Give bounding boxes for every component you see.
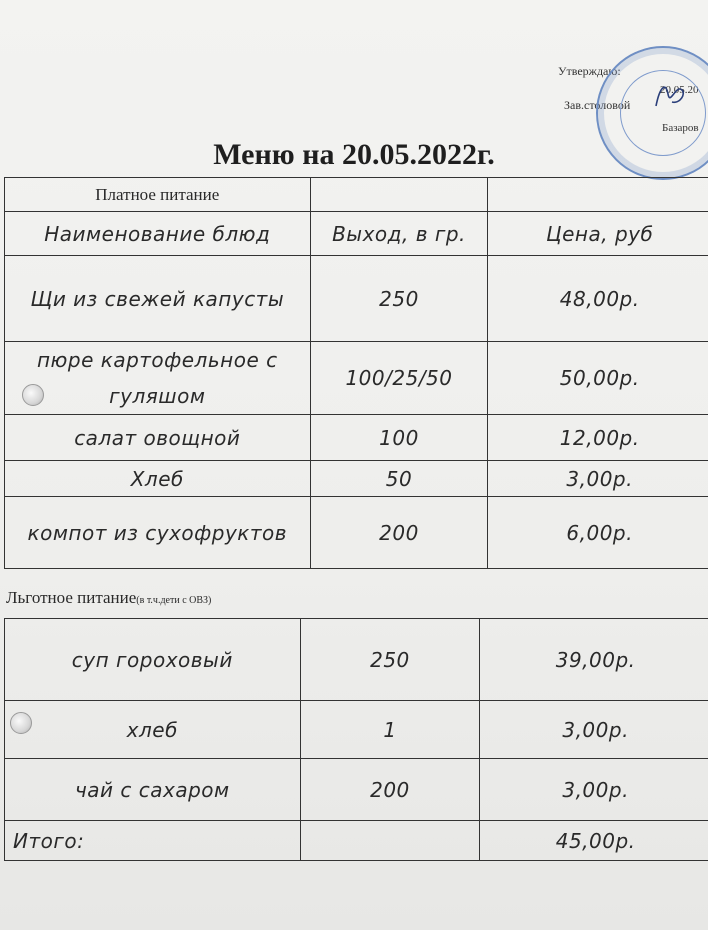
section-title: Платное питание [5,178,311,212]
preferential-menu-table [4,618,708,861]
dish-yield: 100/25/50 [310,342,488,415]
dish-price: 6,00р. [488,497,708,569]
dish-name: Хлеб [5,461,311,497]
punch-hole [22,384,44,406]
dish-name: пюре картофельное с гуляшом [5,342,311,415]
dish-yield: 200 [310,497,488,569]
dish-yield: 200 [300,759,480,821]
dish-price: 48,00р. [488,256,708,342]
table-row [5,619,708,701]
preferential-note: (в т.ч.дети с ОВЗ) [136,595,212,606]
dish-yield: 1 [300,701,480,759]
empty-cell [488,178,708,212]
empty-cell [300,821,480,861]
dish-price: 3,00р. [480,759,708,821]
dish-yield: 100 [310,415,488,461]
table-row [5,256,708,342]
dish-price: 3,00р. [488,461,708,497]
dish-name: чай с сахаром [5,759,301,821]
dish-price: 3,00р. [480,701,708,759]
dish-price: 12,00р. [488,415,708,461]
dish-price: 39,00р. [480,619,708,701]
dish-yield: 250 [300,619,480,701]
dish-name: Щи из свежей капусты [5,256,311,342]
dish-name: компот из сухофруктов [5,497,311,569]
table-row [5,415,708,461]
paid-menu-table [4,177,708,569]
header-price: Цена, руб [488,212,708,256]
dish-name: салат овощной [5,415,311,461]
total-label: Итого: [5,821,301,861]
dish-yield: 50 [310,461,488,497]
table-row [5,461,708,497]
page-title: Меню на 20.05.2022г. [213,138,495,171]
surname-label: Базаров [662,122,699,134]
empty-cell [310,178,488,212]
section-title-row [5,178,708,212]
header-yield: Выход, в гр. [310,212,488,256]
total-value: 45,00р. [480,821,708,861]
approve-date: 20.05.20 [660,84,699,96]
punch-hole [10,712,32,734]
table-row [5,497,708,569]
position-label: Зав.столовой [564,98,631,112]
total-row [5,821,708,861]
table-row [5,342,708,415]
dish-name: суп гороховый [5,619,301,701]
signature [650,76,690,116]
approve-label: Утверждаю: [558,64,621,78]
table-row [5,701,708,759]
dish-yield: 250 [310,256,488,342]
header-name: Наименование блюд [5,212,311,256]
preferential-title: Льготное питание [6,588,137,607]
dish-price: 50,00р. [488,342,708,415]
header-row [5,212,708,256]
table-row [5,759,708,821]
dish-name: хлеб [5,701,301,759]
preferential-section-label [6,588,211,608]
